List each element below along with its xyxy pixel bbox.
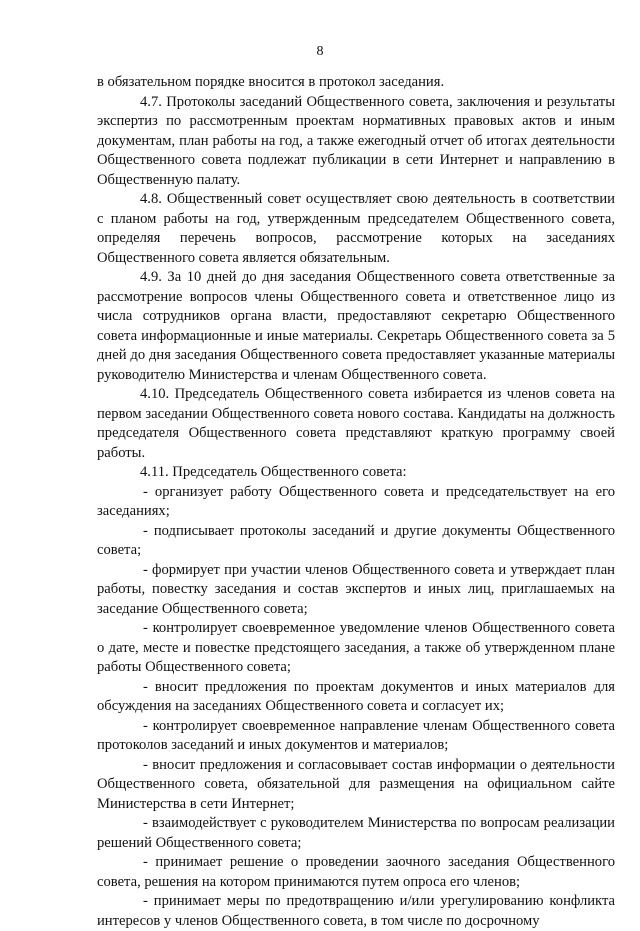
list-item: - взаимодействует с руководителем Министерства по вопросам реализации решений Общественного совета; [97,815,615,851]
list-item: - вносит предложения по проектам документов и иных материалов для обсуждения на заседаниях Общественного совета и согласует их; [97,678,615,714]
list-item: - формирует при участии членов Общественного совета и утверждает план работы, повестку заседания и состав экспертов и иных лиц, приглашаемых на заседание Общественного совета; [97,561,615,617]
paragraph-4-9: 4.9. За 10 дней до дня заседания Общественного совета ответственные за рассмотрение вопросов члены Общественного совета и ответственное лицо из числа сотрудников органа власти, предоставляют секретарю Общественного совета информационные и иные материалы. Секретарь Общественного совета за 5 дней до дня заседания Общественного совета предоставляет указанные материалы руководителю Министерства и членам Общественного совета. [97,269,615,383]
list-item: - принимает меры по предотвращению и/или урегулированию конфликта интересов у членов Общественного совета, в том числе по досрочному [97,893,615,929]
page-number: 8 [316,44,324,59]
paragraph-4-11: 4.11. Председатель Общественного совета: [140,464,407,480]
paragraph-0: в обязательном порядке вносится в протокол заседания. [97,74,445,90]
list-item: - вносит предложения и согласовывает состав информации о деятельности Общественного совета, обязательной для размещения на официальном сайте Министерства в сети Интернет; [97,756,615,812]
list-item: - организует работу Общественного совета и председательствует на его заседаниях; [97,483,615,519]
list-item: - контролирует своевременное направление членам Общественного совета протоколов заседаний и иных документов и материалов; [97,717,615,753]
list-item: - подписывает протоколы заседаний и другие документы Общественного совета; [97,522,615,558]
list-item: - контролирует своевременное уведомление членов Общественного совета о дате, месте и повестке предстоящего заседания, а также об утвержденном плане работы Общественного совета; [97,620,615,675]
paragraph-4-10: 4.10. Председатель Общественного совета избирается из членов совета на первом заседании Общественного совета нового состава. Кандидаты на должность председателя Общественного совета представляют краткую программу своей работы. [97,386,615,461]
list-item: - принимает решение о проведении заочного заседания Общественного совета, решения на котором принимаются путем опроса его членов; [97,854,615,890]
paragraph-4-8: 4.8. Общественный совет осуществляет свою деятельность в соответствии с планом работы на год, утвержденным председателем Общественного совета, определяя перечень вопросов, рассмотрение которых на заседаниях Общественного совета является обязательным. [97,191,615,266]
document-body [97,73,615,931]
paragraph-4-7: 4.7. Протоколы заседаний Общественного совета, заключения и результаты экспертиз по рассмотренным проектам нормативных правовых актов и иным документам, план работы на год, а также ежегодный отчет об итогах деятельности Общественного совета подлежат публикации в сети Интернет и направлению в Общественную палату. [97,93,615,188]
